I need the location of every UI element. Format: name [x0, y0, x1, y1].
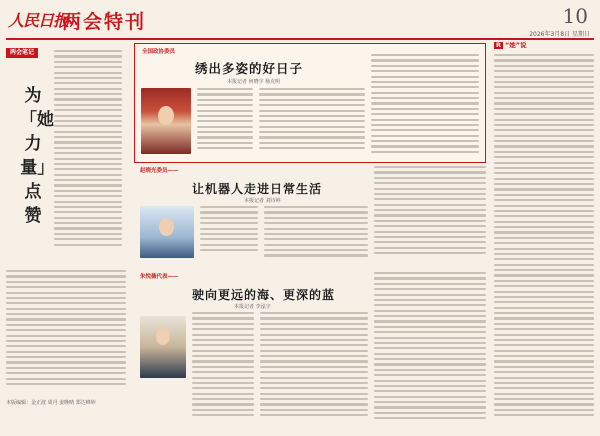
story-headline: 驶向更远的海、更深的蓝 — [192, 288, 336, 302]
page-number: 10 — [562, 4, 588, 28]
story-tag: 赵晓光委员—— — [140, 168, 179, 174]
left-article-text-continued — [6, 270, 126, 388]
story-tag: 朱悦薇代表—— — [140, 274, 179, 280]
story-text — [374, 272, 486, 423]
column-tag — [494, 42, 527, 50]
story-card-1[interactable] — [134, 43, 486, 163]
section-title: 两会特刊 — [62, 11, 147, 33]
left-article-text — [54, 50, 122, 260]
newspaper-logo: 人民日报 — [8, 11, 69, 30]
column-tag-prefix: R — [496, 42, 502, 49]
column-tag: 两会笔记 — [6, 48, 38, 58]
story-authors: 本报记者 何晓宇 杨克明 — [227, 79, 281, 85]
left-headline: 为「她力量」点赞 — [20, 86, 54, 226]
column-tag-label: “她”说 — [505, 42, 527, 49]
story-text — [374, 166, 486, 257]
story-text — [200, 206, 258, 254]
face-shape — [159, 218, 174, 236]
right-article-text — [494, 54, 594, 420]
portrait-photo — [141, 88, 191, 154]
editor-byline: 本版编辑：金正波 周丹 姜晚晴 郑达峰婷 — [6, 400, 96, 406]
story-text — [192, 312, 254, 420]
right-column — [494, 42, 594, 432]
masthead — [0, 0, 600, 38]
masthead-rule — [6, 38, 594, 40]
portrait-photo — [140, 316, 186, 378]
portrait-photo — [140, 206, 194, 258]
story-card-2[interactable] — [134, 166, 486, 266]
story-tag: 全国政协委员 — [142, 49, 176, 55]
story-text — [197, 88, 253, 153]
face-shape — [158, 106, 174, 125]
story-text — [371, 54, 479, 156]
story-text — [264, 206, 368, 260]
story-text — [259, 88, 365, 153]
story-headline: 让机器人走进日常生活 — [192, 182, 323, 196]
face-shape — [156, 328, 170, 345]
issue-date: 2026年3月8日 星期日 — [529, 31, 590, 38]
story-authors: 本报记者 李泓宇 — [234, 304, 271, 310]
story-authors: 本报记者 刘诗婷 — [244, 198, 281, 204]
story-headline: 绣出多姿的好日子 — [195, 61, 304, 76]
story-card-3[interactable] — [134, 272, 486, 432]
story-text — [260, 312, 368, 420]
